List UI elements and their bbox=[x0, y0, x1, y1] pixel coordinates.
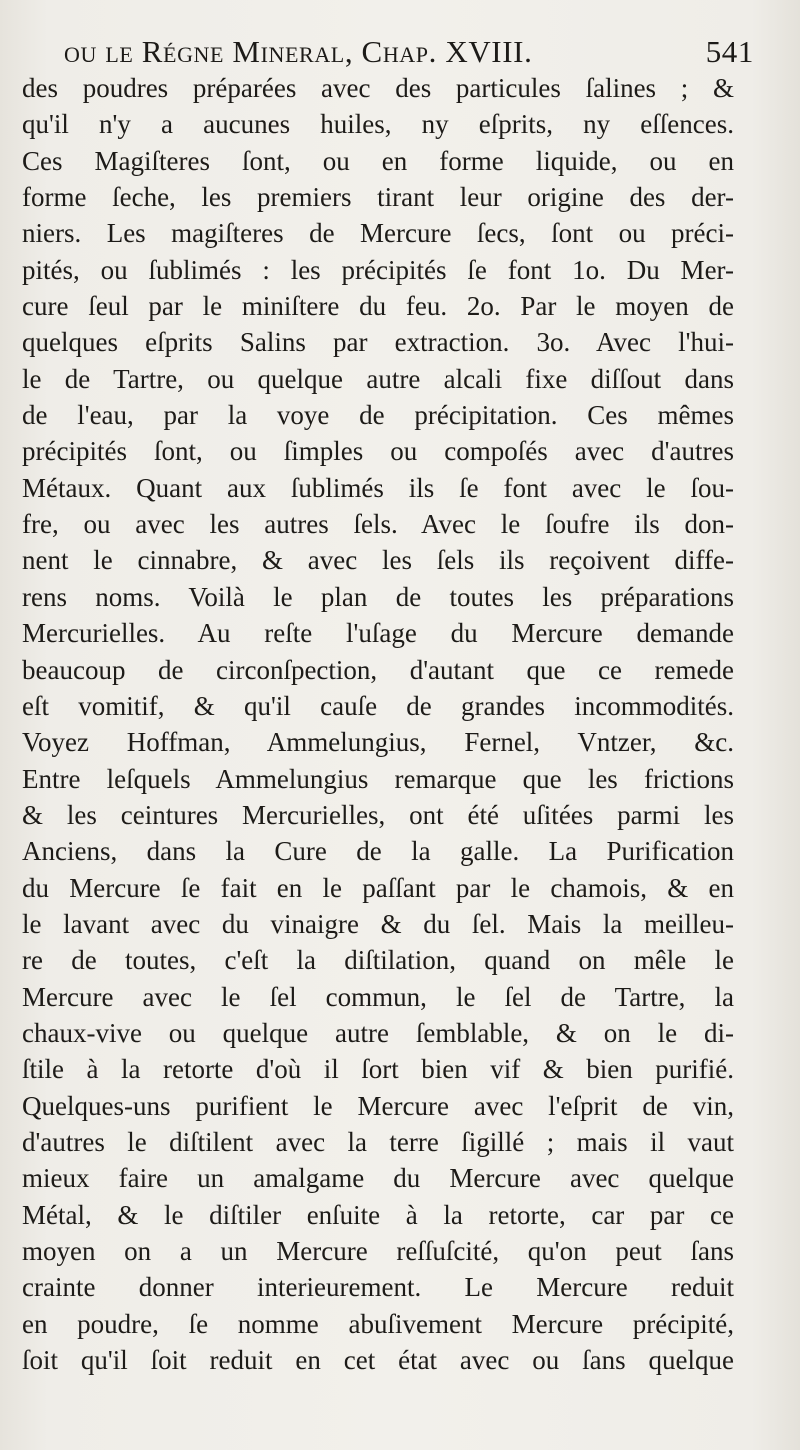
text-line: pités, ou ſublimés : les précipités ſe font 1o. Du Mer- bbox=[22, 254, 734, 285]
text-line: Mercure avec le ſel commun, le ſel de Tartre, la bbox=[22, 981, 734, 1012]
text-line: cure ſeul par le miniſtere du feu. 2o. Par le moyen de bbox=[22, 291, 734, 322]
text-line: en poudre, ſe nomme abuſivement Mercure précipité, bbox=[22, 1308, 734, 1339]
text-line: précipités ſont, ou ſimples ou compoſés avec d'autres bbox=[22, 436, 734, 467]
text-line: le lavant avec du vinaigre & du ſel. Mais la meilleu- bbox=[22, 908, 734, 939]
text-line: chaux-vive ou quelque autre ſemblable, & on le di- bbox=[22, 1017, 734, 1048]
text-line: ſtile à la retorte d'où il ſort bien vif & bien purifié. bbox=[22, 1054, 734, 1085]
text-line: qu'il n'y a aucunes huiles, ny eſprits, ny eſſences. bbox=[22, 109, 734, 140]
text-line: Mercurielles. Au reſte l'uſage du Mercure demande bbox=[22, 618, 734, 649]
text-line: beaucoup de circonſpection, d'autant que ce remede bbox=[22, 654, 734, 685]
text-line: eſt vomitif, & qu'il cauſe de grandes incommodités. bbox=[22, 690, 734, 721]
text-line: mieux faire un amalgame du Mercure avec quelque bbox=[22, 1163, 734, 1194]
text-line: moyen on a un Mercure reſſuſcité, qu'on peut ſans bbox=[22, 1236, 734, 1266]
text-line: quelques eſprits Salins par extraction. 3o. Avec l'hui- bbox=[22, 327, 734, 358]
text-line: de l'eau, par la voye de précipitation. Ces mêmes bbox=[22, 400, 734, 431]
text-line: d'autres le diſtilent avec la terre ſigillé ; mais il vaut bbox=[22, 1126, 734, 1157]
text-line: Métaux. Quant aux ſublimés ils ſe font avec le ſou- bbox=[22, 472, 734, 503]
body-text bbox=[22, 70, 734, 1378]
text-line: ſoit qu'il ſoit reduit en cet état avec ou ſans quelque bbox=[22, 1345, 734, 1376]
text-line: Entre leſquels Ammelungius remarque que les frictions bbox=[22, 763, 734, 794]
page-number: 541 bbox=[705, 34, 754, 69]
text-line: nent le cinnabre, & avec les ſels ils reçoivent diffe- bbox=[22, 545, 734, 576]
text-line: re de toutes, c'eſt la diſtilation, quand on mêle le bbox=[22, 945, 734, 976]
text-line: niers. Les magiſteres de Mercure ſecs, ſont ou préci- bbox=[22, 218, 734, 249]
text-line: rens noms. Voilà le plan de toutes les préparations bbox=[22, 581, 734, 612]
text-line: Ces Magiſteres ſont, ou en forme liquide, ou en bbox=[22, 145, 734, 176]
text-line: du Mercure ſe fait en le paſſant par le chamois, & en bbox=[22, 872, 734, 903]
text-line: Métal, & le diſtiler enſuite à la retorte, car par ce bbox=[22, 1199, 734, 1230]
page-header bbox=[64, 28, 754, 72]
text-line: fre, ou avec les autres ſels. Avec le ſoufre ils don- bbox=[22, 509, 734, 540]
running-head: ou le Régne Mineral, Chap. XVIII. bbox=[64, 34, 533, 69]
text-line: & les ceintures Mercurielles, ont été uſitées parmi les bbox=[22, 799, 734, 830]
text-line: crainte donner interieurement. Le Mercure reduit bbox=[22, 1272, 734, 1303]
text-line: Quelques-uns purifient le Mercure avec l'eſprit de vin, bbox=[22, 1090, 734, 1121]
text-line: Anciens, dans la Cure de la galle. La Purification bbox=[22, 836, 734, 867]
text-line: le de Tartre, ou quelque autre alcali fixe diſſout dans bbox=[22, 363, 734, 394]
text-line: forme ſeche, les premiers tirant leur origine des der- bbox=[22, 182, 734, 213]
text-line: des poudres préparées avec des particules ſalines ; & bbox=[22, 73, 734, 103]
text-line: Voyez Hoffman, Ammelungius, Fernel, Vntzer, &c. bbox=[22, 727, 734, 758]
